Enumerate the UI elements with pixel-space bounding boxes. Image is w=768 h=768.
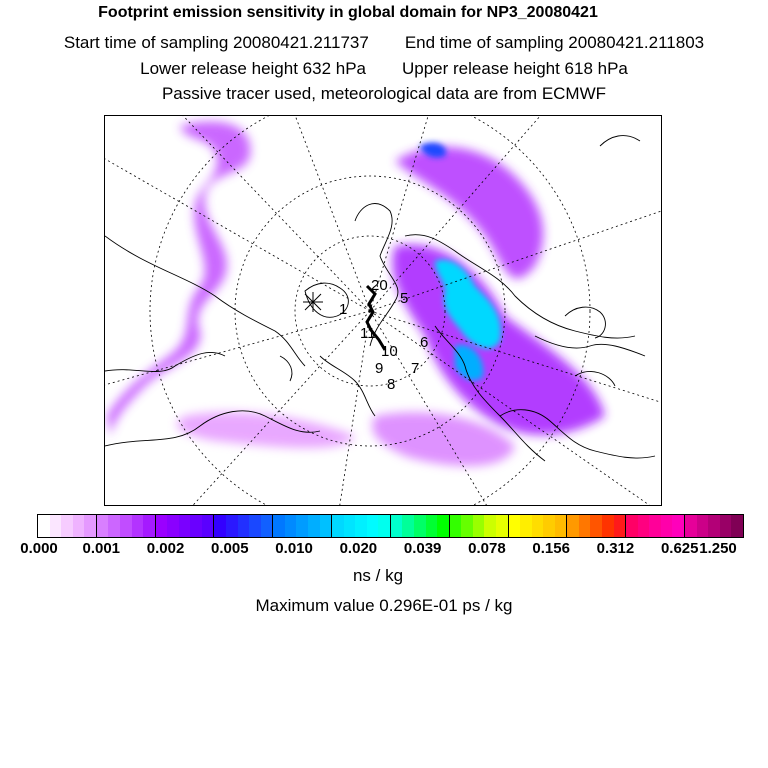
colorbar-segment [649,515,661,537]
colorbar-segment [685,515,697,537]
colorbar-segment [320,515,333,537]
colorbar-segment [296,515,308,537]
colorbar-tick-label: 0.001 [82,540,121,557]
footprint-map [105,116,662,506]
colorbar-segment [532,515,544,537]
colorbar-units: ns / kg [352,566,404,585]
pole-marker-icon [303,292,323,312]
colorbar-segment [108,515,120,537]
release-label-20: 20 [371,277,388,294]
colorbar-tick-label: 0.020 [339,540,378,557]
colorbar-segment [590,515,602,537]
colorbar-segment [73,515,85,537]
release-label-1: 1 [339,301,348,318]
colorbar-segment [238,515,250,537]
colorbar-segment [273,515,285,537]
colorbar-tick-label: 0.625 [660,540,699,557]
colorbar-segment [437,515,450,537]
colorbar-segment [261,515,274,537]
colorbar-tick-labels [0,540,768,560]
colorbar-segment [179,515,191,537]
colorbar-segment [555,515,568,537]
colorbar-segment [249,515,261,537]
colorbar-tick-label: 1.250 [699,540,737,557]
colorbar-segment [567,515,579,537]
colorbar-segment [143,515,156,537]
colorbar-tick-label: 0.039 [403,540,442,557]
colorbar-segment [496,515,509,537]
colorbar-segment [543,515,555,537]
colorbar-segment [602,515,614,537]
colorbar-segment [638,515,650,537]
release-heights [0,59,768,79]
colorbar-tick-label: 0.005 [211,540,249,557]
colorbar-segment [355,515,367,537]
colorbar-segment [520,515,532,537]
release-label-6: 6 [420,334,429,351]
colorbar-segment [720,515,732,537]
colorbar-tick-label: 0.002 [146,540,185,557]
colorbar-segment [120,515,132,537]
colorbar-tick-label: 0.156 [532,540,570,557]
graticule [105,116,662,506]
colorbar-segment [61,515,73,537]
lower-release-height: Lower release height 632 hPa [140,59,366,78]
colorbar-segment [344,515,356,537]
colorbar-segment [473,515,485,537]
footprint-plume [107,121,605,466]
colorbar-segment [38,515,50,537]
colorbar-segment [391,515,403,537]
colorbar-segment [214,515,226,537]
colorbar-segment [308,515,320,537]
colorbar-tick-label: 0.078 [468,540,506,557]
colorbar-segment [167,515,179,537]
colorbar-segment [285,515,297,537]
colorbar-segment [579,515,591,537]
colorbar-segment [132,515,144,537]
colorbar-segment [402,515,414,537]
release-label-10: 10 [381,343,398,360]
colorbar-segment [332,515,344,537]
maximum-value: Maximum value 0.296E-01 ps / kg [255,596,513,615]
colorbar [37,514,744,538]
end-time: End time of sampling 20080421.211803 [404,33,705,52]
colorbar-segment [226,515,238,537]
colorbar-segment [697,515,709,537]
colorbar-segment [731,515,743,537]
colorbar-segment [672,515,685,537]
colorbar-segment [661,515,673,537]
colorbar-segment [626,515,638,537]
colorbar-segment [461,515,473,537]
map-panel [104,115,662,506]
colorbar-segment [450,515,462,537]
colorbar-segment [509,515,521,537]
release-label-5: 5 [400,290,409,307]
colorbar-segment [614,515,627,537]
start-time: Start time of sampling 20080421.211737 [63,33,369,52]
release-label-8: 8 [387,376,396,393]
colorbar-segment [378,515,391,537]
colorbar-segment [84,515,97,537]
release-label-7: 7 [411,360,420,377]
map-title: Footprint emission sensitivity in global domain for NP3_20080421 [98,4,598,21]
colorbar-segment [156,515,168,537]
colorbar-segment [367,515,379,537]
sampling-times [0,33,768,53]
colorbar-segment [97,515,109,537]
colorbar-segment [484,515,496,537]
colorbar-segment [426,515,438,537]
colorbar-segment [190,515,202,537]
colorbar-segment [414,515,426,537]
colorbar-segment [708,515,720,537]
colorbar-tick-label: 0.312 [596,540,635,557]
tracer-info: Passive tracer used, meteorological data are from ECMWF [161,84,607,103]
colorbar-segment [50,515,62,537]
colorbar-segment [202,515,215,537]
upper-release-height: Upper release height 618 hPa [402,59,628,78]
release-label-11: 11 [360,325,376,342]
colorbar-tick-label: 0.010 [275,540,313,557]
colorbar-tick-label: 0.000 [20,540,58,557]
release-label-9: 9 [375,360,384,377]
